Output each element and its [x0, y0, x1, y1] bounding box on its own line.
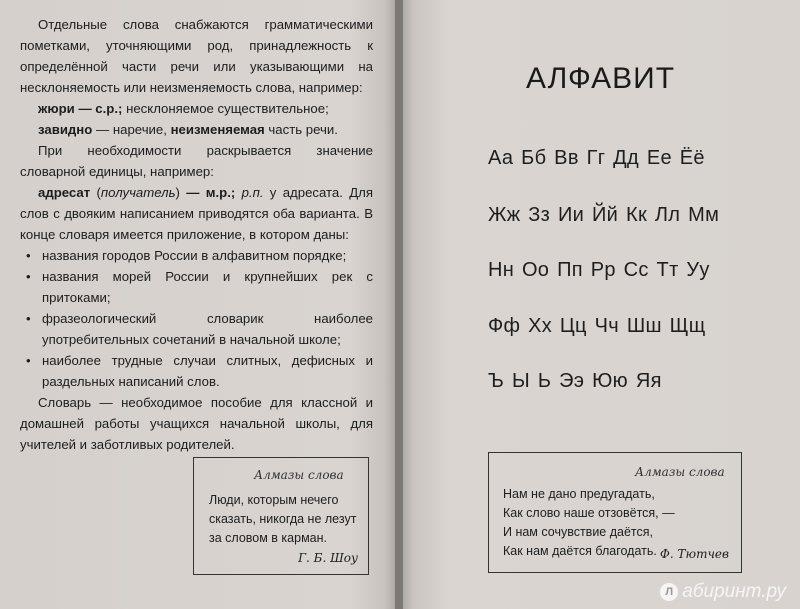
intro-paragraph: Отдельные слова снабжаются грамматическими пометками, уточняющими род, принадлежность к определённой части речи или указывающими на несклоняемость или неизменяемость слова, например: [20, 17, 373, 95]
bullet-icon: • [26, 311, 31, 326]
quote-box-shaw [193, 457, 369, 575]
list-item: • наиболее трудные случаи слитных, дефисных и раздельных написаний слов. [20, 350, 373, 392]
grammar-mark: — с.р.; [74, 101, 123, 116]
case-mark: р.п. [241, 185, 264, 200]
alphabet-row: Жж Зз Ии Йй Кк Лл Мм [488, 204, 720, 226]
grammar-mark: — м.р.; [186, 185, 242, 200]
bullet-icon: • [26, 248, 31, 263]
watermark [660, 581, 786, 603]
alphabet-row: Аа Бб Вв Гг Дд Ее Ёё [488, 147, 705, 169]
page-title: АЛФАВИТ [525, 62, 676, 95]
example-explanation: — наречие, [92, 122, 171, 137]
quote-author: Г. Б. Шоу [298, 551, 358, 565]
example-explanation: несклоняемое существительное; [122, 101, 329, 116]
example-gloss: получатель [100, 185, 176, 200]
alphabet-row: Ъ Ы Ь Ээ Юю Яя [488, 370, 662, 392]
example-zhyuri [20, 98, 373, 119]
labirint-logo-icon: Л [660, 583, 678, 601]
list-item: • названия морей России и крупнейших рек с притоками; [20, 266, 373, 308]
example-zavidno [20, 119, 373, 140]
meaning-paragraph: При необходимости раскрывается значение словарной единицы, например: [20, 143, 373, 179]
quote-author: Ф. Тютчев [659, 547, 729, 561]
appendix-list [20, 245, 373, 392]
example-explanation: у адресата. Для слов с двояким написанием приводятся оба варианта. В конце словаря имеется приложение, в котором даны: [20, 185, 374, 242]
watermark-text: абиринт.ру [682, 581, 786, 602]
bullet-icon: • [26, 353, 31, 368]
example-explanation: часть речи. [264, 122, 338, 137]
quote-title: Алмазы слова [635, 465, 725, 479]
example-word: завидно [38, 122, 93, 137]
closing-paragraph: Словарь — необходимое пособие для классной и домашней работы учащихся начальной школы, для учителей и заботливых родителей. [20, 395, 373, 452]
grammar-mark: неизменяемая [170, 122, 265, 137]
example-adresat: адресат (получатель) — м.р.; р.п. у адресата. Для слов с двояким написанием приводятся оба варианта. В конце словаря имеется приложение, в котором даны: [20, 185, 374, 242]
quote-box-tyutchev [488, 452, 742, 573]
quote-title: Алмазы слова [254, 468, 344, 482]
dictionary-intro-text [20, 14, 373, 455]
example-word: адресат [38, 185, 91, 200]
bullet-icon: • [26, 269, 31, 284]
list-item: • фразеологический словарик наиболее употребительных сочетаний в начальной школе; [20, 308, 373, 350]
alphabet-row: Нн Оо Пп Рр Сс Тт Уу [488, 259, 710, 281]
quote-text: Люди, которым нечего сказать, никогда не лезут за словом в карман. [209, 493, 357, 545]
quote-text: Нам не дано предугадать, Как слово наше отзовётся, — И нам сочувствие даётся, Как нам даётся благодать. [503, 487, 675, 558]
alphabet-row: Фф Хх Цц Чч Шш Щщ [488, 315, 706, 337]
list-item: • названия городов России в алфавитном порядке; [20, 245, 373, 266]
example-word: жюри [38, 101, 75, 116]
